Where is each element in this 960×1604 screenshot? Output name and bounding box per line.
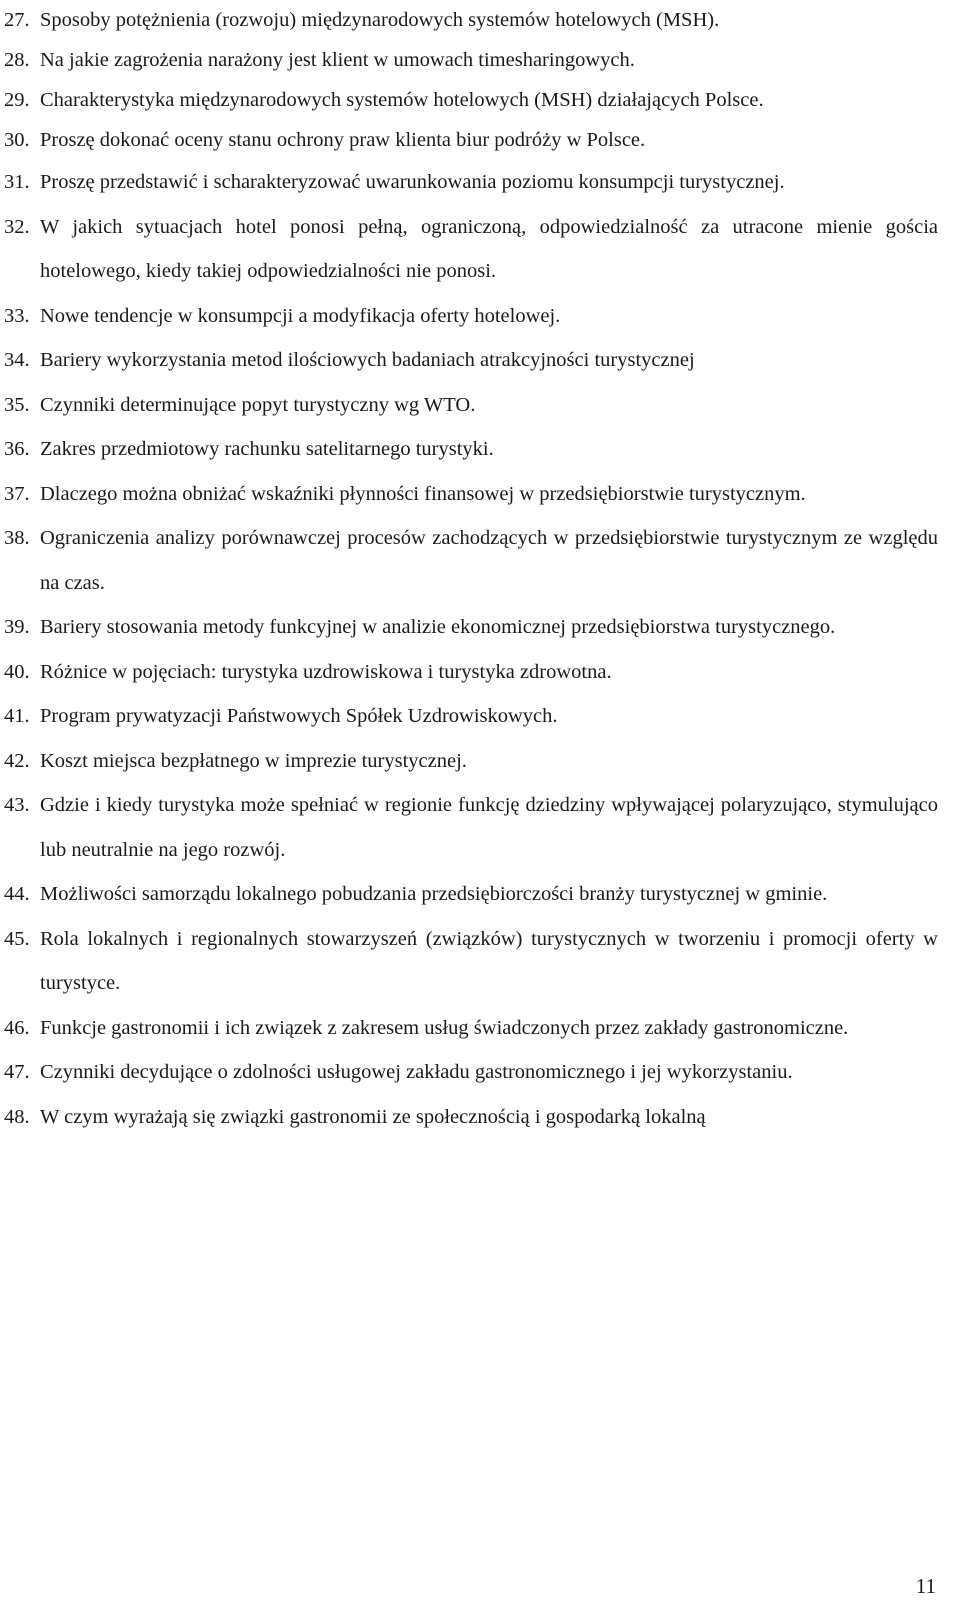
item-text: Czynniki decydujące o zdolności usługowej zakładu gastronomicznego i jej wykorzystaniu. [40, 1061, 793, 1083]
item-text: Funkcje gastronomii i ich związek z zakresem usług świadczonych przez zakłady gastronomiczne. [40, 1016, 849, 1039]
item-number: 45. [4, 927, 30, 950]
list-item [4, 0, 938, 40]
list-item [4, 120, 938, 160]
item-text: Różnice w pojęciach: turystyka uzdrowiskowa i turystyka zdrowotna. [40, 660, 612, 683]
item-number: 27. [4, 9, 30, 31]
exam-question-list [4, 0, 938, 1139]
list-item [4, 427, 938, 472]
item-text: Zakres przedmiotowy rachunku satelitarnego turystyki. [40, 438, 494, 460]
item-text: Program prywatyzacji Państwowych Spółek Uzdrowiskowych. [40, 705, 558, 727]
item-text: Sposoby potężnienia (rozwoju) międzynarodowych systemów hotelowych (MSH). [40, 9, 720, 31]
item-number: 38. [4, 527, 30, 549]
item-text: Nowe tendencje w konsumpcji a modyfikacja oferty hotelowej. [40, 304, 561, 327]
item-number: 33. [4, 304, 30, 327]
list-item [4, 917, 938, 1006]
item-text: W czym wyrażają się związki gastronomii ze społecznością i gospodarką lokalną [40, 1105, 706, 1128]
item-number: 39. [4, 616, 30, 638]
list-item [4, 872, 938, 917]
list-item [4, 338, 938, 383]
item-text: Bariery stosowania metody funkcyjnej w analizie ekonomicznej przedsiębiorstwa turystycznego. [40, 616, 836, 638]
item-number: 47. [4, 1061, 30, 1083]
list-item [4, 783, 938, 872]
list-item [4, 294, 938, 339]
item-number: 37. [4, 482, 30, 505]
item-text: Ograniczenia analizy porównawczej procesów zachodzących w przedsiębiorstwie turystycznym ze względu na czas. [40, 527, 938, 594]
list-item [4, 383, 938, 428]
list-item [4, 605, 938, 650]
item-text: Koszt miejsca bezpłatnego w imprezie turystycznej. [40, 749, 467, 772]
list-item [4, 1006, 938, 1051]
list-item [4, 1050, 938, 1095]
item-text: W jakich sytuacjach hotel ponosi pełną, ograniczoną, odpowiedzialność za utracone mienie gościa hotelowego, kiedy takiej odpowiedzialności nie ponosi. [40, 215, 938, 282]
item-text: Czynniki determinujące popyt turystyczny wg WTO. [40, 393, 476, 416]
list-item [4, 694, 938, 739]
item-number: 41. [4, 705, 30, 727]
item-text: Bariery wykorzystania metod ilościowych badaniach atrakcyjności turystycznej [40, 349, 695, 371]
item-number: 31. [4, 171, 30, 193]
list-item [4, 80, 938, 120]
list-item [4, 650, 938, 695]
item-text: Gdzie i kiedy turystyka może spełniać w regionie funkcję dziedziny wpływającej polaryzująco, stymulująco lub neutralnie na jego rozwój. [40, 794, 938, 861]
list-item [4, 472, 938, 517]
item-number: 40. [4, 660, 30, 683]
item-text: Na jakie zagrożenia narażony jest klient w umowach timesharingowych. [40, 49, 635, 71]
item-number: 29. [4, 89, 30, 111]
item-number: 32. [4, 215, 30, 238]
list-item [4, 739, 938, 784]
list-item [4, 160, 938, 205]
list-item [4, 1095, 938, 1140]
item-number: 46. [4, 1016, 30, 1039]
item-text: Możliwości samorządu lokalnego pobudzania przedsiębiorczości branży turystycznej w gminie. [40, 883, 828, 905]
list-item [4, 516, 938, 605]
item-text: Proszę przedstawić i scharakteryzować uwarunkowania poziomu konsumpcji turystycznej. [40, 171, 785, 193]
list-item [4, 40, 938, 80]
item-number: 28. [4, 49, 30, 71]
page-number: 11 [915, 1574, 936, 1598]
item-number: 34. [4, 349, 30, 371]
item-text: Proszę dokonać oceny stanu ochrony praw klienta biur podróży w Polsce. [40, 129, 646, 151]
item-number: 36. [4, 438, 30, 460]
item-text: Charakterystyka międzynarodowych systemów hotelowych (MSH) działających Polsce. [40, 89, 764, 111]
item-number: 35. [4, 393, 30, 416]
item-number: 43. [4, 794, 30, 816]
item-number: 44. [4, 883, 30, 905]
item-number: 42. [4, 749, 30, 772]
list-item [4, 205, 938, 294]
item-text: Dlaczego można obniżać wskaźniki płynności finansowej w przedsiębiorstwie turystycznym. [40, 482, 806, 505]
item-number: 30. [4, 129, 30, 151]
item-text: Rola lokalnych i regionalnych stowarzyszeń (związków) turystycznych w tworzeniu i promocji oferty w turystyce. [40, 927, 938, 994]
item-number: 48. [4, 1105, 30, 1128]
